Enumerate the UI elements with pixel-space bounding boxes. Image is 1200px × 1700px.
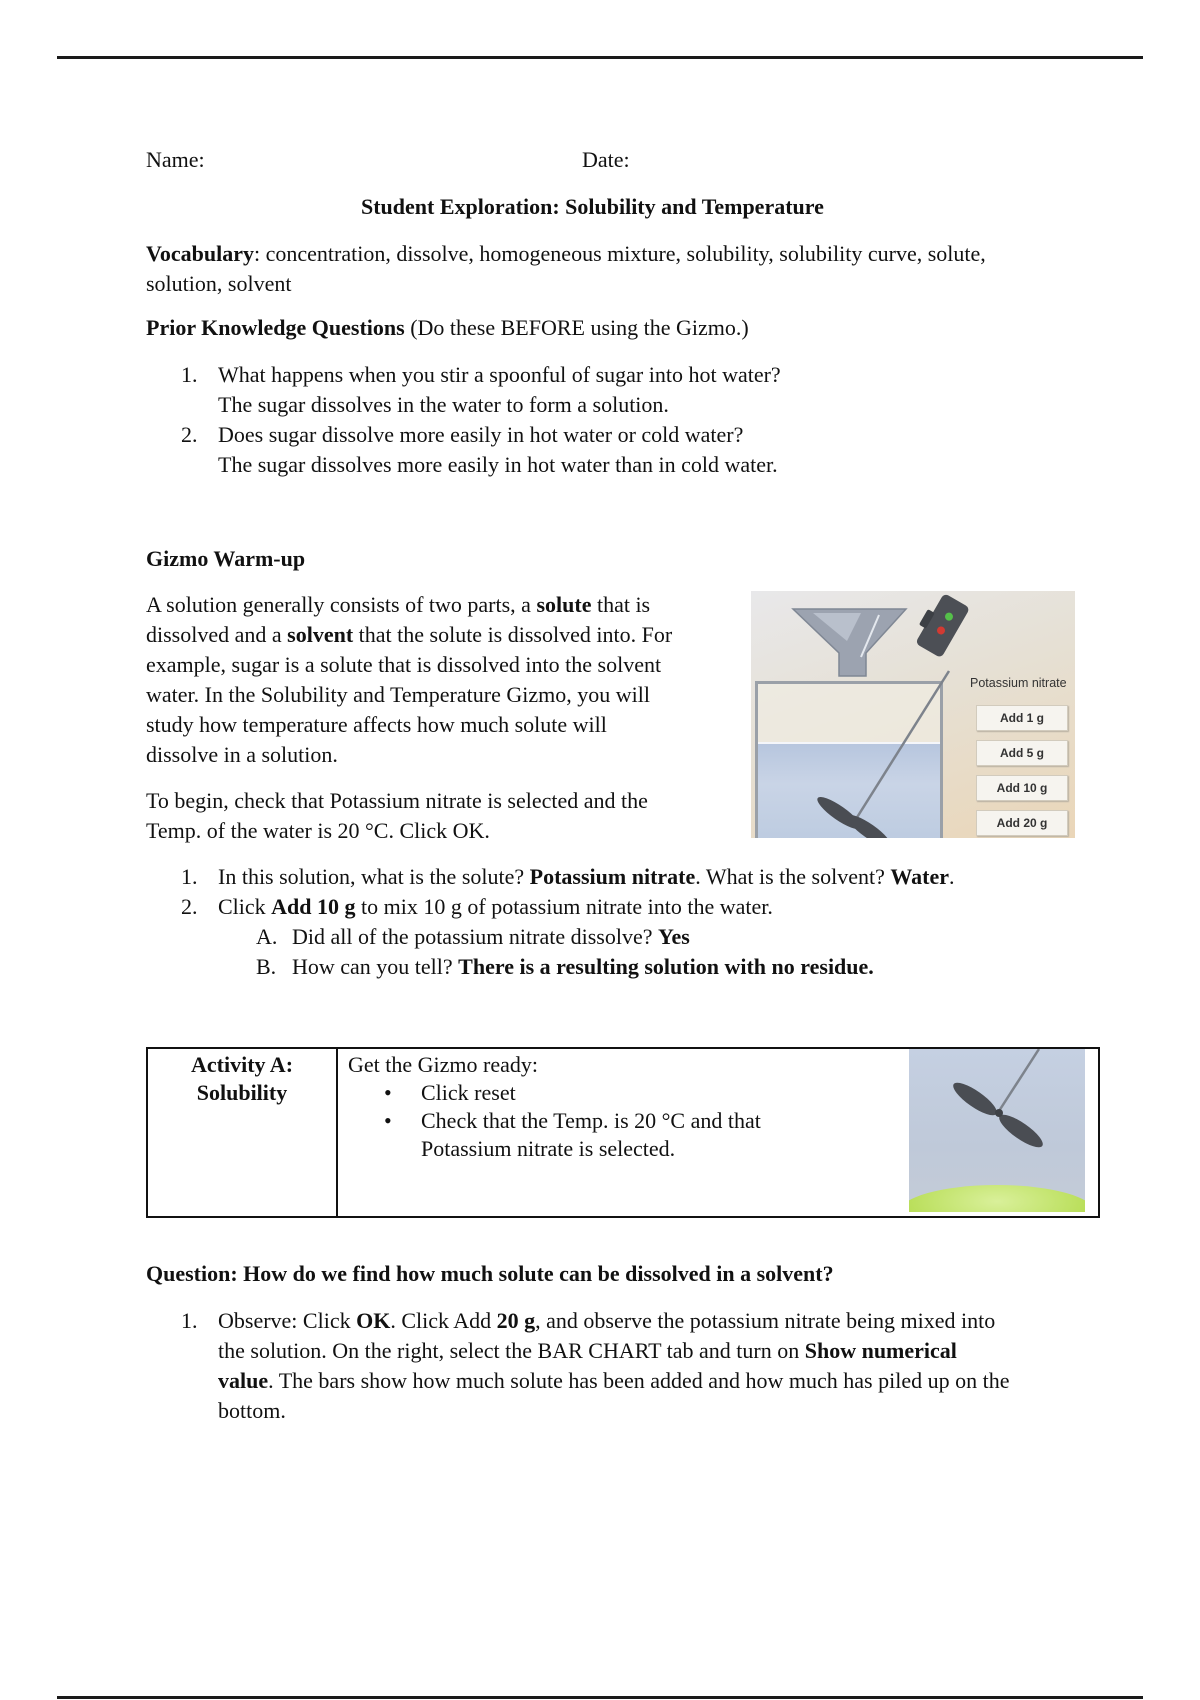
warmup-question-2a xyxy=(256,922,690,952)
text: bottom. xyxy=(218,1398,286,1423)
question-text: to mix 10 g of potassium nitrate into the water. xyxy=(355,894,773,919)
answer-text: There is a resulting solution with no residue. xyxy=(458,954,874,979)
warmup-question-1 xyxy=(181,862,955,892)
column-divider xyxy=(336,1049,338,1216)
text: , and observe the potassium nitrate being mixed into xyxy=(535,1308,996,1333)
text: To begin, check that Potassium nitrate is selected and the xyxy=(146,788,648,813)
prior-knowledge-heading xyxy=(146,313,749,343)
observe-question xyxy=(181,1306,1010,1426)
question-number: 2. xyxy=(181,894,198,919)
question-text: How can you tell? xyxy=(292,954,459,979)
gizmo-stirrer-image xyxy=(909,1049,1085,1212)
text: dissolved and a xyxy=(146,622,288,647)
punctuation: . xyxy=(949,864,955,889)
question-heading: Question: How do we find how much solute can be dissolved in a solvent? xyxy=(146,1261,834,1286)
ok-reference: OK xyxy=(356,1308,391,1333)
activity-table xyxy=(146,1047,1100,1218)
term-solute: solute xyxy=(536,592,592,617)
text: that is xyxy=(591,592,651,617)
activity-label: Activity A: xyxy=(190,1052,294,1077)
bullet-text: Click reset xyxy=(421,1080,516,1105)
question-number: 1. xyxy=(181,1308,198,1333)
term-solvent: solvent xyxy=(287,622,354,647)
bullet-item xyxy=(348,1107,761,1135)
question-text: Does sugar dissolve more easily in hot water or cold water? xyxy=(218,422,744,447)
prior-knowledge-note: (Do these BEFORE using the Gizmo.) xyxy=(404,315,749,340)
vocabulary xyxy=(146,239,1106,299)
option-reference: value xyxy=(218,1368,269,1393)
amount-reference: 20 g xyxy=(496,1308,536,1333)
vocabulary-terms: : concentration, dissolve, homogeneous mixture, solubility, solubility curve, solute, xyxy=(253,241,986,266)
text: that the solute is dissolved into. For xyxy=(353,622,673,647)
add-20g-button[interactable]: Add 20 g xyxy=(976,810,1068,836)
question-text: Click xyxy=(218,894,272,919)
question-text: . What is the solvent? xyxy=(695,864,891,889)
vocabulary-label: Vocabulary xyxy=(146,241,254,266)
name-label: Name: xyxy=(146,147,205,172)
activity-title xyxy=(148,1051,336,1107)
question-text: Did all of the potassium nitrate dissolve? xyxy=(292,924,658,949)
bullet-text: Potassium nitrate is selected. xyxy=(421,1136,676,1161)
text: . The bars show how much solute has been added and how much has piled up on the xyxy=(268,1368,1010,1393)
answer-text: Yes xyxy=(658,924,690,949)
text: Temp. of the water is 20 °C. Click OK. xyxy=(146,818,490,843)
warmup-heading: Gizmo Warm-up xyxy=(146,546,306,571)
prior-question-2 xyxy=(181,420,778,480)
answer-text: The sugar dissolves in the water to form a solution. xyxy=(218,392,669,417)
instructions-intro: Get the Gizmo ready: xyxy=(348,1052,538,1077)
add-10g-button[interactable]: Add 10 g xyxy=(976,775,1068,801)
answer-solvent: Water xyxy=(890,864,950,889)
date-label: Date: xyxy=(582,147,630,172)
add-5g-button[interactable]: Add 5 g xyxy=(976,740,1068,766)
prior-knowledge-title: Prior Knowledge Questions xyxy=(146,315,405,340)
answer-text: The sugar dissolves more easily in hot water than in cold water. xyxy=(218,452,778,477)
bullet-text: Check that the Temp. is 20 °C and that xyxy=(421,1108,761,1133)
warmup-question-2 xyxy=(181,892,773,922)
question-text: In this solution, what is the solute? xyxy=(218,864,530,889)
activity-instructions xyxy=(348,1051,761,1163)
bullet-item-cont xyxy=(348,1135,761,1163)
question-number: 2. xyxy=(181,422,198,447)
bullet-icon: • xyxy=(384,1080,392,1105)
sub-letter: A. xyxy=(256,924,278,949)
warmup-paragraph-1 xyxy=(146,590,672,770)
answer-solute: Potassium nitrate xyxy=(529,864,696,889)
text: example, sugar is a solute that is dissolved into the solvent xyxy=(146,652,662,677)
option-reference: Show numerical xyxy=(804,1338,957,1363)
bullet-item xyxy=(348,1079,761,1107)
bullet-icon: • xyxy=(384,1108,392,1133)
text: the solution. On the right, select the BAR CHART tab and turn on xyxy=(218,1338,805,1363)
substance-label: Potassium nitrate xyxy=(970,676,1067,690)
button-reference: Add 10 g xyxy=(271,894,356,919)
text: water. In the Solubility and Temperature Gizmo, you will xyxy=(146,682,650,707)
vocabulary-terms-cont: solution, solvent xyxy=(146,271,292,296)
add-1g-button[interactable]: Add 1 g xyxy=(976,705,1068,731)
gizmo-screenshot xyxy=(751,591,1075,838)
question-number: 1. xyxy=(181,362,198,387)
text: A solution generally consists of two parts, a xyxy=(146,592,537,617)
text: study how temperature affects how much solute will xyxy=(146,712,607,737)
text: Observe: Click xyxy=(218,1308,357,1333)
question-text: What happens when you stir a spoonful of sugar into hot water? xyxy=(218,362,781,387)
text: dissolve in a solution. xyxy=(146,742,338,767)
top-rule xyxy=(57,56,1143,59)
question-number: 1. xyxy=(181,864,198,889)
activity-name: Solubility xyxy=(196,1080,288,1105)
prior-question-1 xyxy=(181,360,781,420)
page-title: Student Exploration: Solubility and Temperature xyxy=(361,194,824,219)
sub-letter: B. xyxy=(256,954,277,979)
warmup-paragraph-2 xyxy=(146,786,648,846)
bottom-rule xyxy=(57,1696,1143,1699)
text: . Click Add xyxy=(390,1308,497,1333)
warmup-question-2b xyxy=(256,952,874,982)
